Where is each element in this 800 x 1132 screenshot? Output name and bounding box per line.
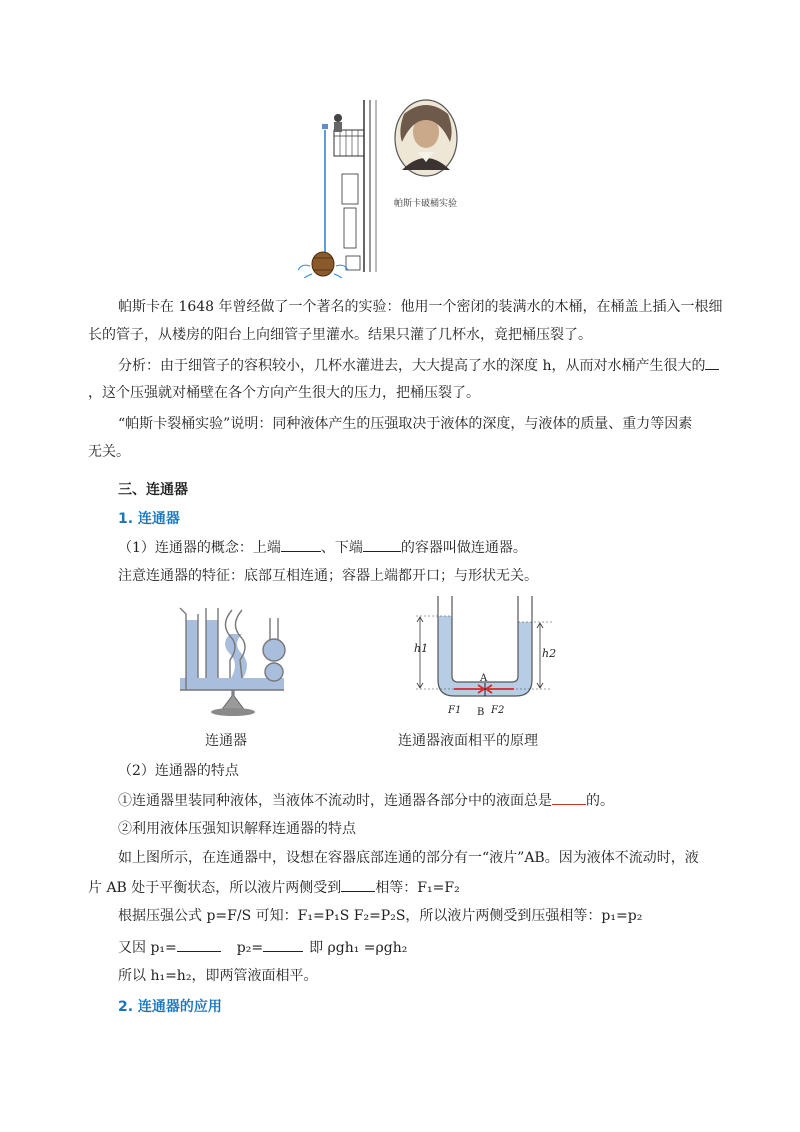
label-h2: h2 [542,647,557,660]
feature-2-line: ②利用液体压强知识解释连通器的特点 [118,821,356,837]
again-text-a: 又因 p₁= [118,940,177,956]
paragraph-1-line-2: 长的管子，从楼房的阳台上向细管子里灌水。结果只灌了几杯水，竟把桶压裂了。 [88,327,592,343]
answer-blank[interactable] [705,355,719,370]
explanation-line-2 [88,877,460,899]
explanation-text-b: 相等：F₁=F₂ [375,880,460,896]
paragraph-2-line-2: ，这个压强就对桶壁在各个方向产生很大的压力，把桶压裂了。 [88,385,480,401]
feature-title: （2）连通器的特点 [118,763,239,779]
note-line: 注意连通器的特征：底部互相连通；容器上端都开口；与形状无关。 [118,568,538,584]
label-B: B [477,707,485,718]
answer-blank-bottom[interactable] [363,537,401,552]
u-tube-principle-figure [410,590,560,720]
subsection-heading-1: 1. 连通器 [118,511,180,527]
answer-blank-level[interactable] [552,790,586,805]
pascal-barrel-illustration [292,96,482,278]
answer-blank-top[interactable] [281,537,321,552]
label-F2: F2 [491,705,505,716]
answer-blank-p1[interactable] [177,937,221,952]
paragraph-1-line-1: 帕斯卡在 1648 年曾经做了一个著名的实验：他用一个密闭的装满水的木桶，在桶盖上插入一根细 [118,299,723,315]
concept-text-b: 、下端 [320,540,363,556]
again-line [118,937,407,959]
subsection-heading-2: 2. 连通器的应用 [118,999,222,1015]
feature-1-text-a: ①连通器里装同种液体，当液体不流动时，连通器各部分中的液面总是 [118,793,552,809]
caption-connected-vessels: 连通器 [205,733,247,749]
explanation-line-1: 如上图所示，在连通器中，设想在容器底部连通的部分有一“液片”AB。因为液体不流动时，液 [118,850,699,866]
label-h1: h1 [414,642,429,655]
concept-text-c: 的容器叫做连通器。 [400,540,527,556]
feature-1-line [118,790,614,812]
conclusion-line: 所以 h₁=h₂，即两管液面相平。 [118,968,318,984]
again-text-c: 即 ρgh₁ =ρgh₂ [309,940,408,956]
formula-line: 根据压强公式 p=F/S 可知：F₁=P₁S F₂=P₂S，所以液片两侧受到压强相等：p₁=p₂ [118,908,643,924]
concept-text-a: （1）连通器的概念：上端 [118,540,281,556]
feature-1-text-b: 的。 [586,793,614,809]
paragraph-3-line-1: “帕斯卡裂桶实验”说明：同种液体产生的压强取决于液体的深度，与液体的质量、重力等因素 [118,416,693,432]
paragraph-2-text: 分析：由于细管子的容积较小，几杯水灌进去，大大提高了水的深度 h，从而对水桶产生很大的 [118,358,706,374]
label-A: A [480,673,488,684]
again-text-b: p₂= [236,940,264,956]
paragraph-2-line-1 [118,355,719,377]
label-F1: F1 [448,705,462,716]
connected-vessels-figure [176,600,286,718]
answer-blank-p2[interactable] [263,937,303,952]
concept-line [118,537,527,559]
caption-u-tube: 连通器液面相平的原理 [398,733,538,749]
paragraph-3-line-2: 无关。 [88,444,130,460]
explanation-text-a: 片 AB 处于平衡状态，所以液片两侧受到 [88,880,342,896]
answer-blank-force[interactable] [341,877,375,892]
portrait-caption: 帕斯卡破桶实验 [394,199,458,209]
section-heading: 三、连通器 [118,482,188,498]
